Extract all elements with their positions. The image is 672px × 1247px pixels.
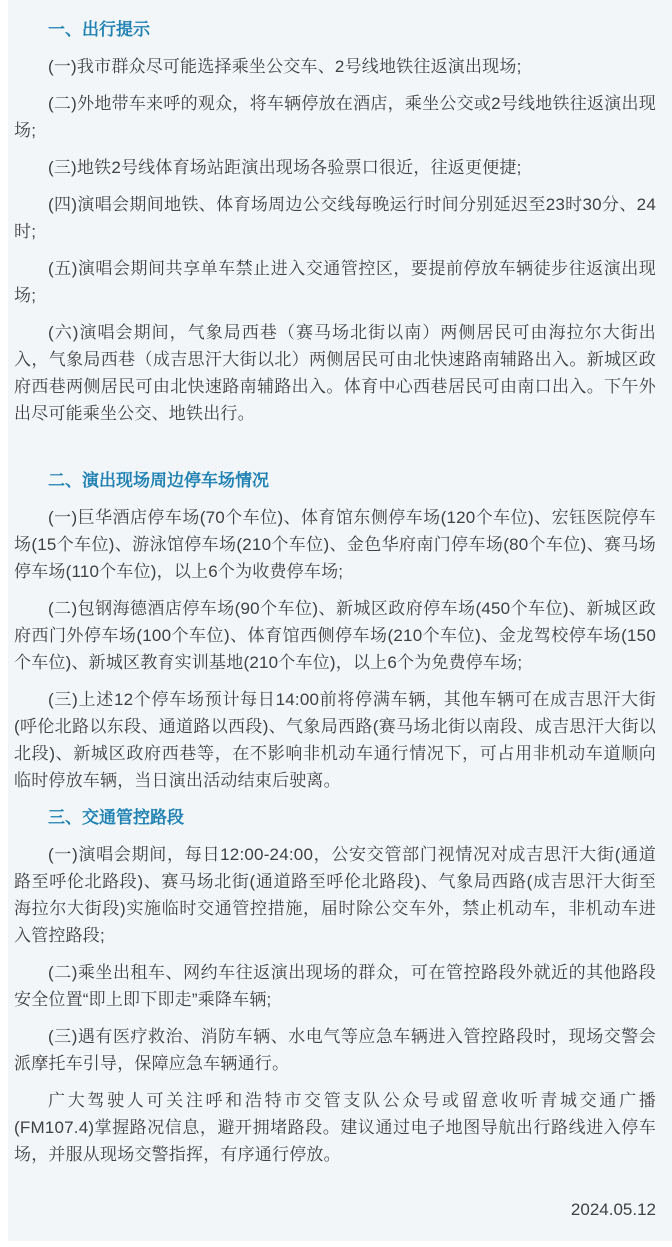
article-page <box>8 0 672 1241</box>
section-3-paragraph-3: (三)遇有医疗救治、消防车辆、水电气等应急车辆进入管控路段时，现场交警会派摩托车引导，保障应急车辆通行。 <box>14 1027 656 1073</box>
section-2-paragraph-1: (一)巨华酒店停车场(70个车位)、体育馆东侧停车场(120个车位)、宏钰医院停车场(15个车位)、游泳馆停车场(210个车位)、金色华府南门停车场(80个车位)、赛马场停车场(110个车位)，以上6个为收费停车场; <box>14 508 656 581</box>
section-2-paragraph-2: (二)包钢海德酒店停车场(90个车位)、新城区政府停车场(450个车位)、新城区政府西门外停车场(100个车位)、体育馆西侧停车场(210个车位)、金龙驾校停车场(150个车位)、新城区教育实训基地(210个车位)，以上6个为免费停车场; <box>14 599 656 672</box>
section-2-heading: 二、演出现场周边停车场情况 <box>48 471 269 490</box>
section-3-paragraph-1: (一)演唱会期间，每日12:00-24:00，公安交管部门视情况对成吉思汗大街(通道路至呼伦北路段)、赛马场北街(通道路至呼伦北路段)、气象局西路(成吉思汗大街至海拉尔大街段)实施临时交通管控措施，届时除公交车外，禁止机动车，非机动车进入管控路段; <box>14 845 656 945</box>
section-1-paragraph-5: (五)演唱会期间共享单车禁止进入交通管控区，要提前停放车辆徒步往返演出现场; <box>14 259 656 305</box>
section-1-paragraph-4: (四)演唱会期间地铁、体育场周边公交线每晚运行时间分别延迟至23时30分、24时; <box>14 195 656 241</box>
section-1-paragraph-1: (一)我市群众尽可能选择乘坐公交车、2号线地铁往返演出现场; <box>48 57 522 76</box>
section-2-paragraph-3: (三)上述12个停车场预计每日14:00前将停满车辆，其他车辆可在成吉思汗大街(呼伦北路以东段、通道路以西段)、气象局西路(赛马场北街以南段、成吉思汗大街以北段)、新城区政府西巷等，在不影响非机动车通行情况下，可占用非机动车道顺向临时停放车辆，当日演出活动结束后驶离。 <box>14 690 656 790</box>
closing-paragraph: 广大驾驶人可关注呼和浩特市交管支队公众号或留意收听青城交通广播(FM107.4)掌握路况信息，避开拥堵路段。建议通过电子地图导航出行路线进入停车场，并服从现场交警指挥，有序通行停放。 <box>14 1091 656 1164</box>
section-1-paragraph-3: (三)地铁2号线体育场站距演出现场各验票口很近，往返更便捷; <box>48 158 522 177</box>
section-1-heading: 一、出行提示 <box>48 20 150 39</box>
publish-date: 2024.05.12 <box>570 1200 656 1219</box>
section-1-paragraph-2: (二)外地带车来呼的观众，将车辆停放在酒店，乘坐公交或2号线地铁往返演出现场; <box>14 94 656 140</box>
section-3-paragraph-2: (二)乘坐出租车、网约车往返演出现场的群众，可在管控路段外就近的其他路段安全位置“即上即下即走”乘降车辆; <box>14 963 656 1009</box>
section-3-heading: 三、交通管控路段 <box>48 808 184 827</box>
section-1-paragraph-6: (六)演唱会期间，气象局西巷（赛马场北街以南）两侧居民可由海拉尔大街出入，气象局西巷（成吉思汗大街以北）两侧居民可由北快速路南辅路出入。新城区政府西巷两侧居民可由北快速路南辅路出入。体育中心西巷居民可由南口出入。下午外出尽可能乘坐公交、地铁出行。 <box>14 323 656 423</box>
